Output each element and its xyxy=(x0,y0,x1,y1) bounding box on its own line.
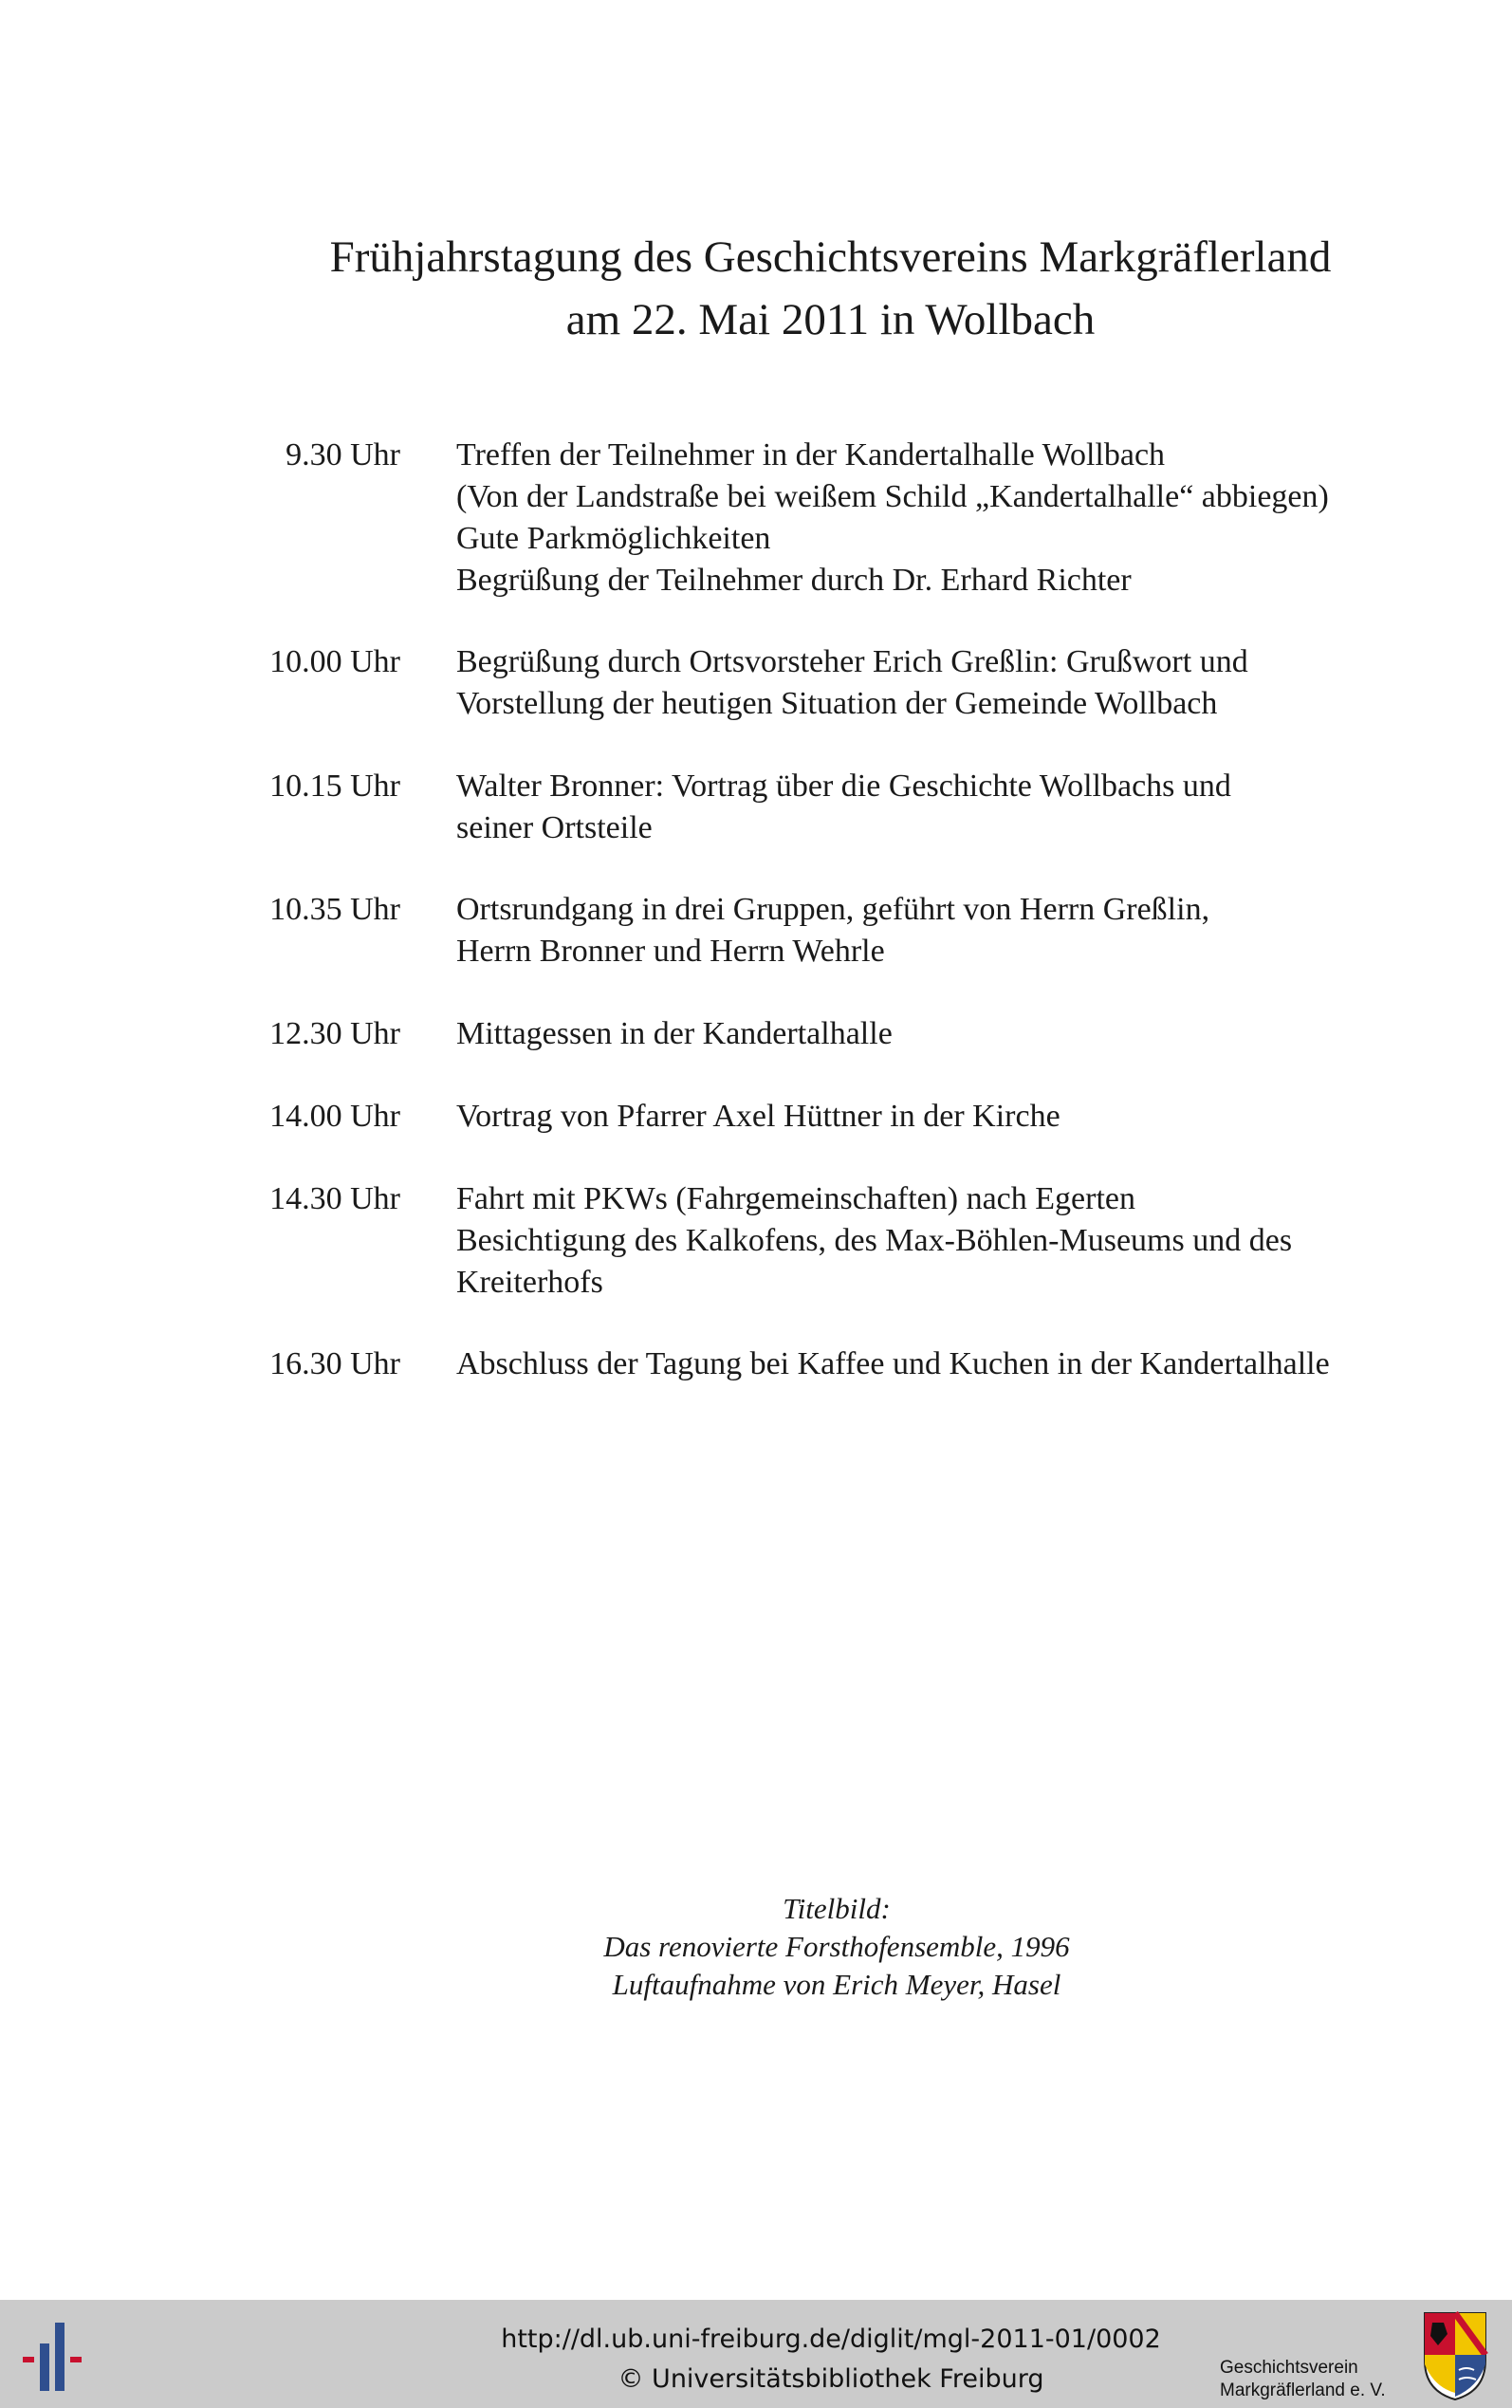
program-description xyxy=(456,1013,893,1055)
program-line: Treffen der Teilnehmer in der Kandertalhalle Wollbach xyxy=(456,437,1166,472)
program-description xyxy=(456,889,1209,972)
page-title xyxy=(0,226,1512,351)
program-description xyxy=(456,1096,1060,1138)
program-line: Begrüßung der Teilnehmer durch Dr. Erhard Richter xyxy=(456,563,1132,598)
organization-name xyxy=(1220,2357,1386,2402)
program-time: 10.35 Uhr xyxy=(269,892,400,927)
program-time: 14.00 Uhr xyxy=(269,1099,400,1134)
program-time: 16.30 Uhr xyxy=(269,1346,400,1381)
program-line: Vortrag von Pfarrer Axel Hüttner in der Kirche xyxy=(456,1099,1060,1134)
caption-line-2: Das renovierte Forsthofensemble, 1996 xyxy=(603,1930,1070,1963)
footer-url[interactable]: http://dl.ub.uni-freiburg.de/diglit/mgl-2011-01/0002 xyxy=(501,2325,1161,2354)
org-line-1: Geschichtsverein xyxy=(1220,2358,1358,2378)
cover-caption xyxy=(0,1890,1512,2004)
program-line: seiner Ortsteile xyxy=(456,810,653,845)
footer-bar xyxy=(0,2300,1512,2408)
program-line: Besichtigung des Kalkofens, des Max-Böhlen-Museums und des xyxy=(456,1223,1293,1258)
program-line: Walter Bronner: Vortrag über die Geschichte Wollbachs und xyxy=(456,769,1231,804)
caption-line-1: Titelbild: xyxy=(783,1892,891,1925)
program-line: Begrüßung durch Ortsvorsteher Erich Greßlin: Grußwort und xyxy=(456,644,1248,679)
program-description xyxy=(456,641,1248,725)
program-line: (Von der Landstraße bei weißem Schild „Kandertalhalle“ abbiegen) xyxy=(456,479,1329,514)
coat-of-arms-icon xyxy=(1421,2307,1489,2402)
program-description xyxy=(456,766,1231,849)
program-line: Herrn Bronner und Herrn Wehrle xyxy=(456,934,885,969)
program-line: Abschluss der Tagung bei Kaffee und Kuchen in der Kandertalhalle xyxy=(456,1346,1330,1381)
program-line: Ortsrundgang in drei Gruppen, geführt von Herrn Greßlin, xyxy=(456,892,1210,927)
caption-line-3: Luftaufnahme von Erich Meyer, Hasel xyxy=(612,1968,1061,2001)
program-line: Gute Parkmöglichkeiten xyxy=(456,521,771,556)
footer-copyright: © Universitätsbibliothek Freiburg xyxy=(618,2364,1044,2394)
title-line-2: am 22. Mai 2011 in Wollbach xyxy=(565,295,1096,344)
program-line: Mittagessen in der Kandertalhalle xyxy=(456,1016,893,1051)
program-line: Vorstellung der heutigen Situation der Gemeinde Wollbach xyxy=(456,686,1218,721)
program-time: 10.15 Uhr xyxy=(269,769,400,804)
program-line: Fahrt mit PKWs (Fahrgemeinschaften) nach Egerten xyxy=(456,1181,1135,1216)
org-line-2: Markgräflerland e. V. xyxy=(1220,2380,1386,2400)
title-line-1: Frühjahrstagung des Geschichtsvereins Markgräflerland xyxy=(329,232,1332,282)
program-line: Kreiterhofs xyxy=(456,1265,603,1300)
program-time: 14.30 Uhr xyxy=(269,1181,400,1216)
program-time: 9.30 Uhr xyxy=(286,437,400,472)
program-time: 12.30 Uhr xyxy=(269,1016,400,1051)
program-description xyxy=(456,1178,1292,1304)
program-description xyxy=(456,1343,1330,1385)
program-description xyxy=(456,435,1329,602)
program-time: 10.00 Uhr xyxy=(269,644,400,679)
